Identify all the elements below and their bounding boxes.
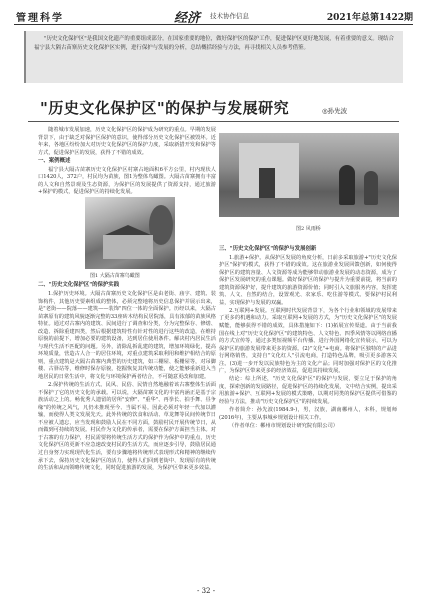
journal-logo: 经济 [174, 11, 201, 26]
paragraph: 结论：综上所述，"历史文化保护区"的保护与发展，要立足于保护的角度，探索创新的发展路径，促进保护区的持续化发展，文中结合实例，提出采用旅游+保护、互联网+发展的模式策略，以期对同类的保护区提供可借鉴的经验与方法，推动"历史文化保护区"的持续发展。 [219, 376, 397, 405]
abstract-text: "历史文化保护区"是我国文化遗产的重要组成部分，在国家重要的地位，做好保护区的保护工作，促进保护区更好地发展，有着重要的意义。现结合福宁县大隔古苗寨历史文化保护区实例，进行保护与发展的分析，总结概括经验与方法，再寻找相关人员参考借鉴。 [34, 36, 394, 51]
figure-village-aerial [85, 197, 175, 269]
page-header [14, 7, 413, 25]
paragraph: 作者简介：孙先波(1984.9-)，男，汉族，湖南郴州人，本科，规划师(2016年)，主要从事城乡规划设计相关工作。 [219, 406, 397, 421]
figure-1-caption: 图1 大隔古苗寨鸟瞰图 [90, 273, 140, 279]
paragraph: 2.互联网+发展。互联网时代发展背景下，为各个行业和领域的发展带来了更多的机遇和动力。采取互联网+发展的方式，为"历史文化保护区"的发展赋能，能够获得不错的成效，具体措施如下：(1)拓展宣传渠道。由于当前我国在线上对"历史文化保护区"的建筑特色、人文特色、四季风情等以网络直播的方式宣传等，通过多类短视频平台传播、进行外国网络化宣传展示，可以为保护区的旅游发展带来更多的资源。(2)"文化"+电商。将保护区独特的产品进行网络销售，支持自"文化红人"引流电商，打造特色品牌，吸引更多游客关注。(3)进一步开发以民族特色为主的文化产品；同时加强对保护区的文化推广，为保护区带来更多的经济效益，促进其持续发展。 [219, 307, 397, 375]
paragraph: 1.保护历史环境。大隔古苗寨历史文化保护区是由老街、庙宇、建筑、装饰构件，其他历史要素组成的整体，必须完整地将历史信息保护并展示出来，是"老街——院落——建筑——装饰"四位一体的全面保护。历经以来，大隔古苗寨原有的建筑风貌逐渐完整的33座砖木结构民居院落，具有浓郁的苗族风格特征。通过对古寨内的建筑、民间进行了调查和分类，分为完整保存、修缮、改造、拆除重建四类，然后根据建筑特性有针对性的进行这些的改造，在维持原貌的前提下，增加必要的建筑设备，达到居住使用条件。解决村内居民生活与现代生活不匹配的问题。另外，清除乱拆乱建的建筑，增加环境绿化，提高环境质量，营造古人合一的居住环境，对重点建筑采取利用和维护相结合的原则，重点建筑是大隔古苗寨内典型的历史建筑，如三棚屋、板栅屋等，对吊脚楼、古驿站等，维修时保存原貌，挖掘恢复其传统功能，使之能够重新进入当地居民的日常生活中，将文化与环境保护两者结合，不可随意更改和加建。 [38, 290, 216, 380]
journal-subtitle: 技术协作信息 [210, 12, 249, 20]
title-divider [28, 121, 399, 122]
abstract-box [24, 31, 403, 83]
page-number: - 32 - [197, 587, 216, 595]
paragraph: 1.旅游+保护。从保护区发展的角度分析，日前多采取旅游+"历史文化保护区"保护的模式，获得了不错的成效。这在旅游业发展回馈创新，如何使得保护区的建筑容量、人文资源等成为能够带动旅游业发展的动态资源，成为了保护区发展研究的重点课题。做好保护区的保护与提升为重要前提，将当前的建筑资源保护好，提升建筑的旅游资源价值；同时引入文旅服务内容，发挥建筑、人文、自然的结合，设置观光、农家乐、吃住游等模式。要保护村民利益，实现保护与发展的双赢。 [219, 254, 397, 306]
figure-person [364, 171, 378, 205]
section-heading: 二、"历史文化保护区"的保护实践 [38, 282, 120, 289]
article-title: "历史文化保护区"的保护与发展研究 [40, 99, 290, 117]
paragraph: 随着城市发展加速，历史文化保护区的保护成为研究的重点。早期的发展背景下，由于缺乏对保护区保护的意识，使得部分历史文化保护区被毁坏。近年来，各地区纷纷加大对历史文化保护区的保护力度，采取新措开发和保护等方式，促进保护区的发展，获得了不错的成效。 [38, 127, 216, 156]
figure-wall [103, 235, 153, 259]
paragraph: 2.保护传统的生活方式。民风、民俗、民情自然地融着该古寨整体生活面不保护了它的历史文化的承载。可以说，大隔苗寨文化的丰富内涵正是基于宗族活动之上的。畅优秀人遗留的居所"安修"、"重华"、再拳长、拍手舞、昼争缘"的传统之风气，凡仍未推现至今、当属不易。因此必须对年轻一代加以灌输，而使得人类文发展先天。此外传统的饮食和活动、草龙舞等民间传统节日不应被人遗忘，应当发现和鼓励人民在不同方面，鼓励村民开展传统节日，从而做到可持续的发展。村民作为文化的传承者，需要在保护方面担当主体。对于古寨的有力保护，村民需要将传统生活方式的保护作为保护中的重点，历史文化保护区的更新不应急速改变村民的生活方式，而应逐步引导，鼓励居民通过自身努力实现现代化生活，要有步骤地将传统形式表现形式和精神的继续传承下去，保持历史文化保护区的活力，使得人们回到老街中、发现原有的传统的生活和从而领略传统文化，同时促进旅游的发展，为保护区带来更多效益。 [38, 382, 216, 472]
section-heading: 一、案例概述 [38, 158, 71, 165]
left-column [38, 127, 216, 473]
figure-door [259, 168, 275, 198]
journal-section: 管理科学 [16, 13, 64, 24]
issue-number: 2021年总第1422期 [326, 13, 413, 23]
paragraph: （作者单位：郴州市规划设计研究院有限公司） [229, 422, 338, 429]
article-author: ◎孙先波 [322, 107, 348, 115]
paragraph: 福宁县大隔古苗寨历史文化保护区村寨占地面积6平方公里，村内现状人口1420人，372户，村民均为苗族，图1为整体鸟瞰图。大隔古苗寨拥有丰富的人文和自然景观及生态资源，为保护区的发展提供了资源支持，通过旅游+保护的模式，促进保护区的持续化发展。 [38, 166, 216, 196]
figure-2-caption: 图2 风雨桥 [296, 226, 321, 232]
right-column [219, 245, 397, 431]
figure-bridge [219, 133, 399, 217]
section-heading: 三、"历史文化保护区"的保护与发展创新 [219, 246, 317, 252]
figure-person [339, 165, 355, 205]
